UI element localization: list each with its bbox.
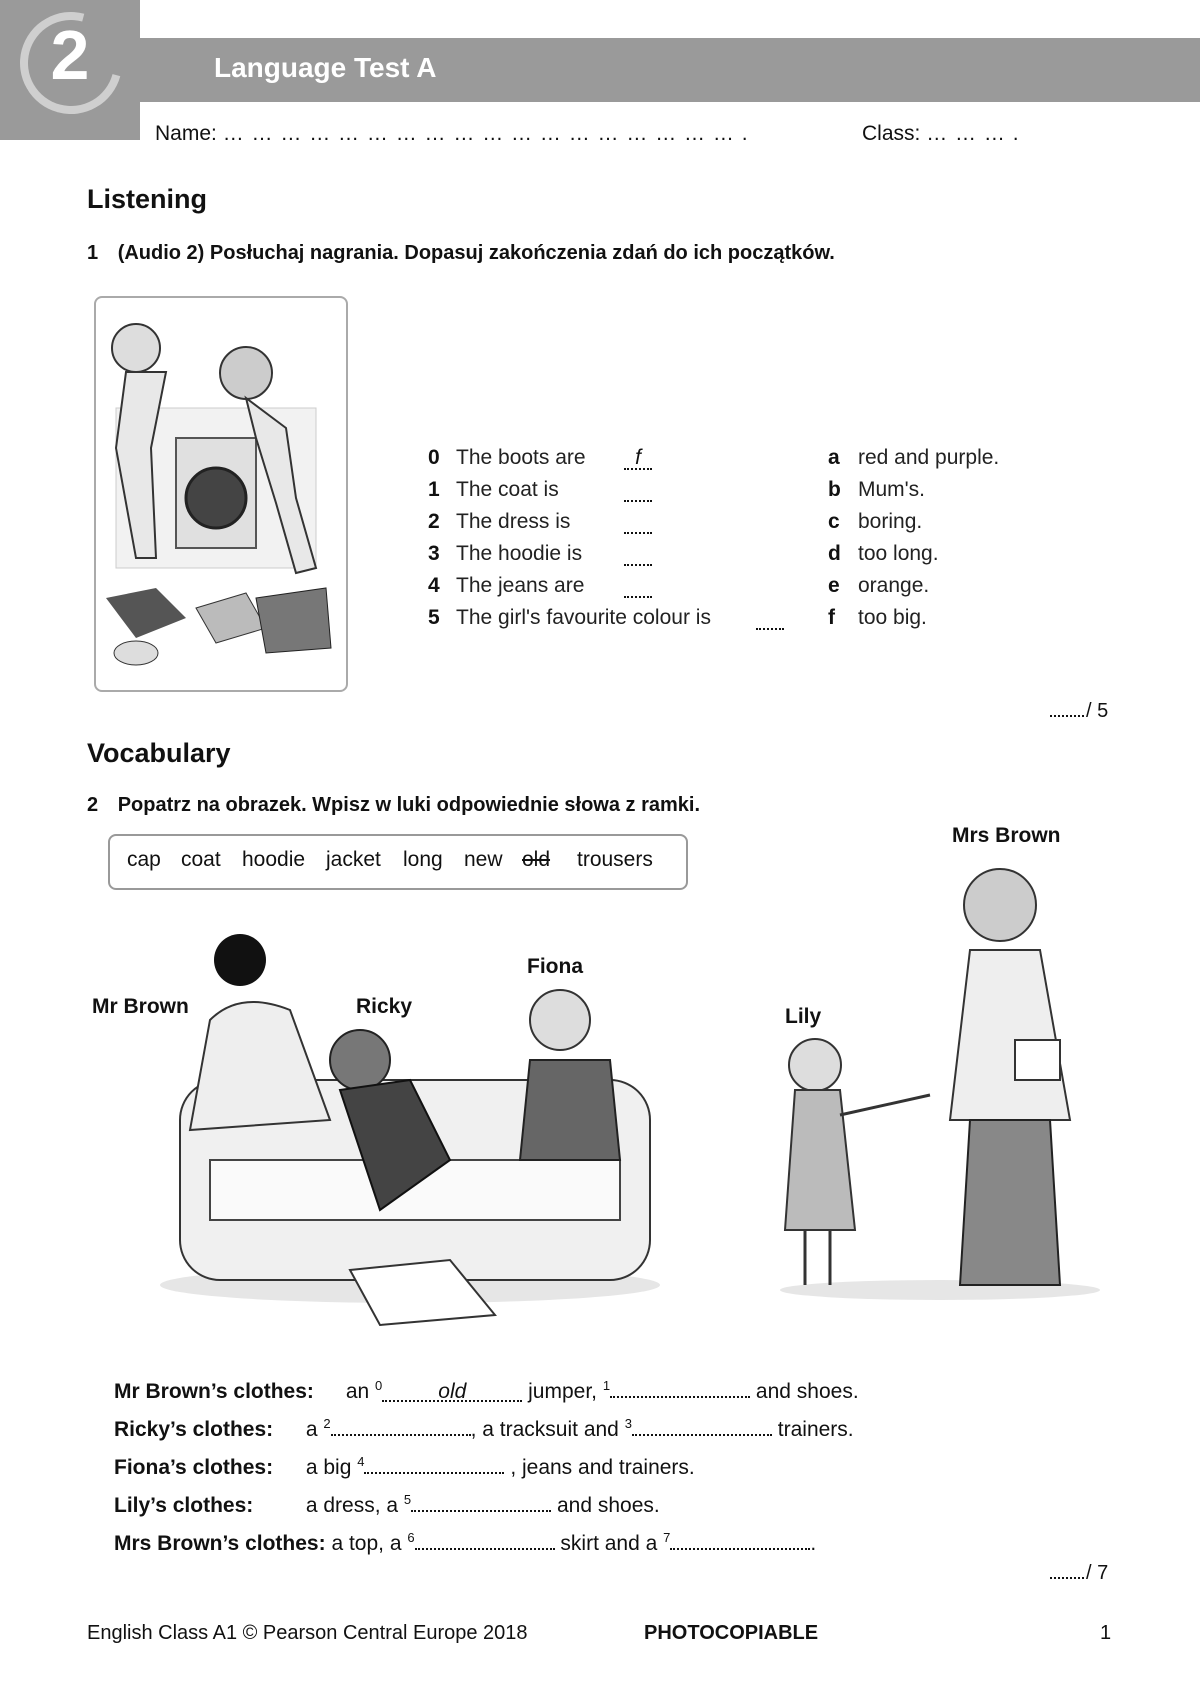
family-sofa-illustration: [150, 930, 670, 1330]
sentence-mr-brown: Mr Brown’s clothes: an $^0$ old jumper, $^1$ and shoes.: [114, 1378, 859, 1403]
match-item-0: 0 The boots are f: [428, 446, 1028, 476]
word-old-crossed: old: [522, 848, 551, 871]
laundry-scene-drawing: [96, 298, 346, 690]
vocabulary-score[interactable]: / 7: [1050, 1562, 1108, 1585]
name-label: Name:: [155, 122, 217, 145]
label-mrs-brown: Mrs Brown: [952, 824, 1061, 847]
footer-photocopiable: PHOTOCOPIABLE: [644, 1622, 819, 1644]
class-field[interactable]: [862, 122, 1020, 146]
blank-3[interactable]: [632, 1414, 772, 1436]
footer-copyright: English Class A1 © Pearson Central Europe 2018: [87, 1622, 528, 1644]
class-dots: … … … .: [926, 122, 1020, 145]
class-label: Class:: [862, 122, 921, 145]
word-new: new: [464, 848, 503, 871]
task-1-number: 1: [87, 242, 99, 264]
task-2-instruction: [87, 794, 700, 817]
match-item-1: 1 The coat is: [428, 478, 1028, 508]
label-lily: Lily: [785, 1005, 822, 1028]
word-hoodie: hoodie: [242, 848, 306, 871]
vocabulary-heading: Vocabulary: [87, 738, 231, 768]
label-ricky: Ricky: [356, 995, 413, 1018]
sentence-fiona: Fiona’s clothes: a big $^4$ , jeans and trainers.: [114, 1454, 695, 1479]
word-cap: cap: [127, 848, 161, 871]
task-2-text: Popatrz na obrazek. Wpisz w luki odpowiednie słowa z ramki.: [117, 794, 701, 816]
listening-score[interactable]: / 5: [1050, 700, 1108, 723]
score-blank[interactable]: [1050, 715, 1084, 717]
word-long: long: [403, 848, 443, 871]
sentence-mrs-brown: Mrs Brown’s clothes: a top, a $^6$ skirt and a $^7$ .: [114, 1530, 817, 1555]
sentence-ricky: Ricky’s clothes: a $^2$ , a tracksuit and $^3$ trainers.: [114, 1416, 854, 1441]
label-fiona: Fiona: [527, 955, 583, 978]
answer-blank-2[interactable]: [624, 510, 652, 534]
page-number: 1: [1100, 1622, 1112, 1644]
task-1-text: (Audio 2) Posłuchaj nagrania. Dopasuj zakończenia zdań do ich początków.: [117, 242, 835, 264]
score-blank[interactable]: [1050, 1577, 1084, 1579]
name-dots: … … … … … … … … … … … … … … … … … … .: [222, 122, 749, 145]
blank-2[interactable]: [331, 1414, 471, 1436]
answer-blank-5[interactable]: [756, 606, 784, 630]
word-coat: coat: [181, 848, 221, 871]
label-mr-brown: Mr Brown: [92, 995, 189, 1018]
blank-4[interactable]: [364, 1452, 504, 1474]
name-field[interactable]: [155, 122, 749, 146]
match-item-4: 4 The jeans are: [428, 574, 1028, 604]
unit-number: 2: [50, 16, 90, 94]
answer-blank-0[interactable]: f: [624, 446, 652, 470]
blank-5[interactable]: [411, 1490, 551, 1512]
example-blank-0: old: [382, 1380, 522, 1402]
match-item-5: 5 The girl's favourite colour is: [428, 606, 1028, 636]
word-jacket: jacket: [326, 848, 381, 871]
answer-blank-4[interactable]: [624, 574, 652, 598]
sentence-lily: Lily’s clothes: a dress, a $^5$ and shoes.: [114, 1492, 660, 1517]
page-title: Language Test A: [214, 52, 437, 83]
blank-7[interactable]: [670, 1528, 810, 1550]
task-1-instruction: [87, 242, 835, 265]
match-item-2: 2 The dress is: [428, 510, 1028, 540]
mother-daughter-illustration: [770, 860, 1110, 1310]
blank-6[interactable]: [415, 1528, 555, 1550]
answer-blank-1[interactable]: [624, 478, 652, 502]
word-trousers: trousers: [577, 848, 653, 871]
match-item-3: 3 The hoodie is: [428, 542, 1028, 572]
task-2-number: 2: [87, 794, 99, 816]
listening-heading: Listening: [87, 184, 207, 214]
blank-1[interactable]: [610, 1376, 750, 1398]
laundry-illustration: [94, 296, 348, 692]
answer-blank-3[interactable]: [624, 542, 652, 566]
